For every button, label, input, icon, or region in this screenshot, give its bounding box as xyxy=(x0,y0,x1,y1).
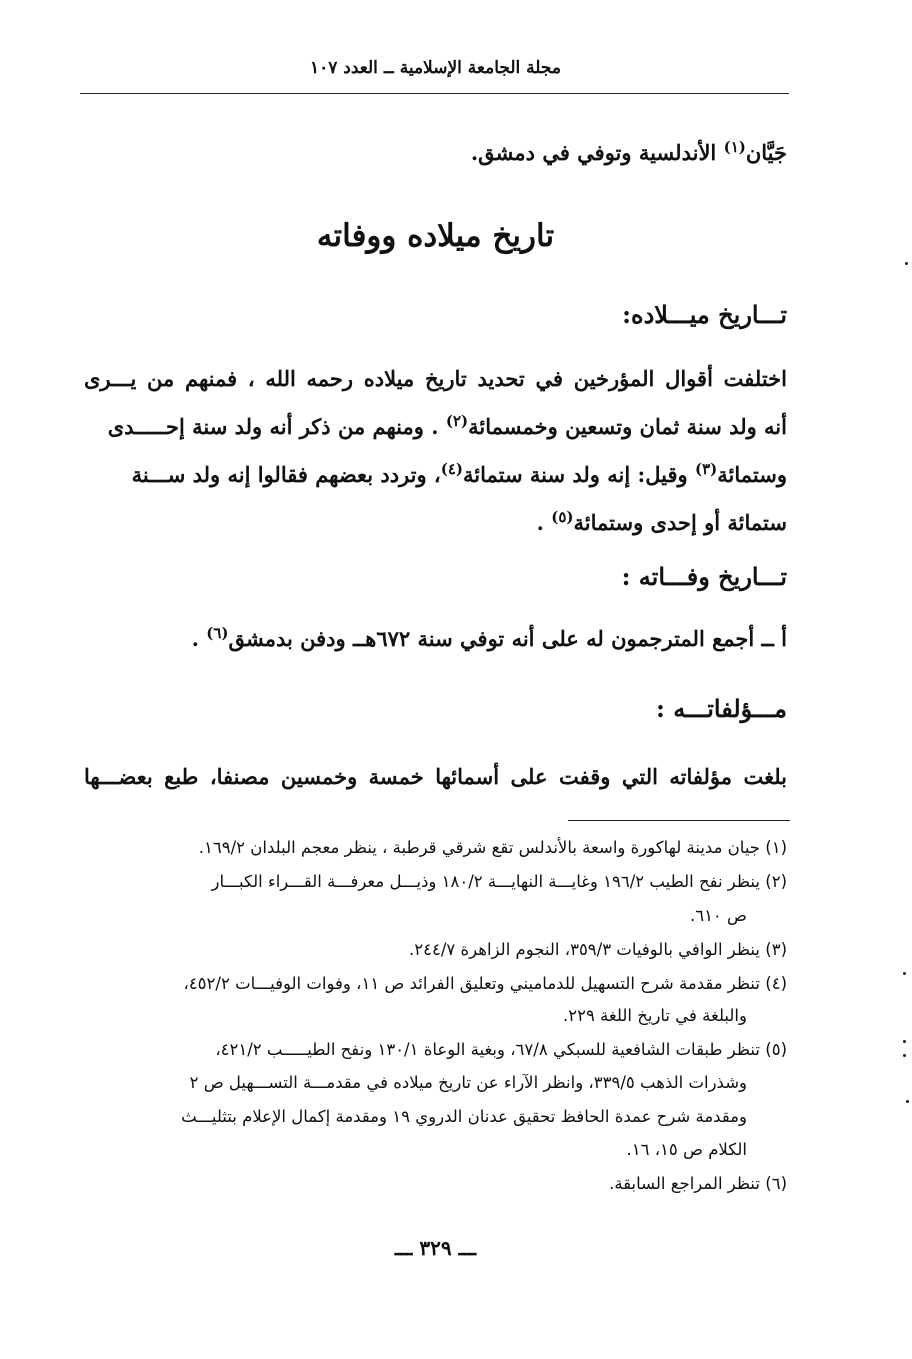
birth-line-3-text-b: وقيل: إنه ولد سنة ستمائة xyxy=(463,462,695,487)
works-line: بلغت مؤلفاته التي وقفت على أسمائها خمسة وخمسين مصنفا، طبع بعضـــها xyxy=(84,764,787,789)
scan-speck xyxy=(903,1054,906,1057)
footnote-line: الكلام ص ١٥، ١٦. xyxy=(626,1140,747,1159)
birth-line-2 xyxy=(84,414,787,439)
birth-line-4-text-b: . xyxy=(536,510,552,535)
intro-text-b: الأندلسية وتوفي في دمشق. xyxy=(470,140,724,165)
works-heading: مـــؤلفاتـــه : xyxy=(656,694,787,723)
intro-text-a: جَيَّان xyxy=(745,140,787,165)
death-line-text-a: أ ــ أجمع المترجمون له على أنه توفي سنة ٦٧٢هــ ودفن بدمشق xyxy=(228,626,787,651)
death-heading: تـــاريخ وفـــاته : xyxy=(621,562,787,591)
running-header: مجلة الجامعة الإسلامية ــ العدد ١٠٧ xyxy=(309,58,561,78)
footnote-line: والبلغة في تاريخ اللغة ٢٢٩. xyxy=(562,1006,747,1025)
birth-line-1 xyxy=(84,366,787,391)
death-line-text-b: . xyxy=(191,626,207,651)
birth-line-3 xyxy=(84,462,787,487)
footnote-line: وشذرات الذهب ٣٣٩/٥، وانظر الآراء عن تاريخ ميلاده في مقدمـــة التســـهيل ص ٢ xyxy=(189,1073,747,1092)
footnote-line: ص ٦١٠. xyxy=(689,906,747,925)
scan-speck xyxy=(903,1040,906,1043)
birth-line-1-text: اختلفت أقوال المؤرخين في تحديد تاريخ ميلاده رحمه الله ، فمنهم من يـــرى xyxy=(84,366,787,391)
footnote-rule xyxy=(568,820,790,821)
footnote-ref-6: (٦) xyxy=(206,624,229,642)
section-title: تاريخ ميلاده ووفاته xyxy=(316,218,555,254)
footnote-ref-2: (٢) xyxy=(445,412,469,430)
intro-line xyxy=(84,140,787,165)
footnote-line: (٣) ينظر الوافي بالوفيات ٣٥٩/٣، النجوم الزاهرة ٢٤٤/٧. xyxy=(409,940,787,959)
birth-line-3-text-c: ، وتردد بعضهم فقالوا إنه ولد ســـنة xyxy=(131,462,441,487)
footnote-line: (٦) تنظر المراجع السابقة. xyxy=(609,1174,787,1193)
footnote-line: (٤) تنظر مقدمة شرح التسهيل للدماميني وتعليق الفرائد ص ١١، وفوات الوفيـــات ٤٥٢/٢، xyxy=(183,974,787,993)
death-line xyxy=(127,626,787,651)
footnote-line: (١) جيان مدينة لهاكورة واسعة بالأندلس تقع شرقي قرطبة ، ينظر معجم البلدان ١٦٩/٢. xyxy=(198,838,787,857)
birth-heading: تـــاريخ ميـــلاده: xyxy=(622,300,787,329)
footnote-line: (٢) ينظر نفح الطيب ١٩٦/٢ وغايـــة النهايـــة ١٨٠/٢ وذيـــل معرفـــة القـــراء الكبـــار xyxy=(211,872,787,891)
scan-speck xyxy=(905,262,908,265)
footnote-ref-5: (٥) xyxy=(551,508,574,526)
birth-line-4-text-a: ستمائة أو إحدى وستمائة xyxy=(573,510,787,535)
footnote-ref-4: (٤) xyxy=(440,460,463,478)
scan-speck xyxy=(906,1100,909,1103)
footnote-ref-3: (٣) xyxy=(695,460,718,478)
birth-line-2-text-b: . ومنهم من ذكر أنه ولد سنة إحـــــدى xyxy=(107,414,446,439)
birth-line-4 xyxy=(84,510,787,535)
birth-line-2-text-a: أنه ولد سنة ثمان وتسعين وخمسمائة xyxy=(468,414,787,439)
header-rule xyxy=(80,93,789,94)
footnote-ref-1: (١) xyxy=(723,138,746,156)
scan-speck xyxy=(903,972,906,975)
birth-line-3-text-a: وستمائة xyxy=(717,462,787,487)
footnote-line: ومقدمة شرح عمدة الحافظ تحقيق عدنان الدروي ١٩ ومقدمة إكمال الإعلام بتثليـــث xyxy=(181,1107,747,1126)
page-number: ـــ ٣٢٩ ـــ xyxy=(394,1236,477,1260)
footnote-line: (٥) تنظر طبقات الشافعية للسبكي ٦٧/٨، وبغية الوعاة ١٣٠/١ ونفح الطيـــــب ٤٢١/٢، xyxy=(215,1040,787,1059)
